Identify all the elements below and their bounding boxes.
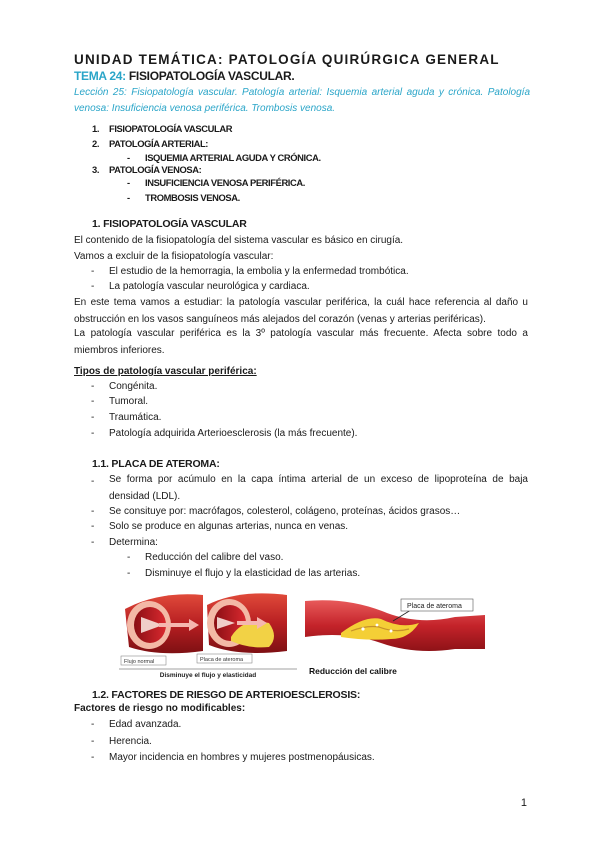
section1-p2: Vamos a excluir de la fisiopatología vascular:: [74, 251, 274, 262]
tipos-heading: Tipos de patología vascular periférica:: [74, 366, 257, 377]
section12-heading: 1.2. FACTORES DE RIESGO DE ARTERIOESCLEROSIS:: [92, 689, 361, 701]
leccion-text: Lección 25: Fisiopatología vascular. Patología arterial: Isquemia arterial aguda y crónica. Patología venosa: Insuficiencia venosa periférica. Trombosis venosa.: [74, 87, 530, 114]
index-num-1: 1.: [92, 123, 100, 134]
index-item-2a: ISQUEMIA ARTERIAL AGUDA Y CRÓNICA.: [145, 152, 321, 163]
section1-b2: La patología vascular neurológica y cardiaca.: [109, 281, 310, 292]
caption-right: Reducción del calibre: [309, 666, 397, 676]
tema-title: [74, 69, 294, 83]
bullet-dash: -: [91, 537, 95, 548]
tipo-1: Congénita.: [109, 381, 158, 392]
section1-p1: El contenido de la fisiopatología del sistema vascular es básico en cirugía.: [74, 235, 404, 246]
index-dash: -: [127, 192, 130, 203]
atheroma-figure: [119, 587, 489, 679]
bullet-dash: -: [91, 266, 95, 277]
bullet-dash: -: [91, 736, 95, 747]
section11-b4b: Disminuye el flujo y la elasticidad de las arterias.: [145, 568, 361, 579]
bullet-dash: -: [127, 568, 131, 579]
index-item-3b: TROMBOSIS VENOSA.: [145, 192, 240, 203]
plaque-vessel-illustration: [207, 593, 287, 653]
bullet-dash: -: [91, 476, 95, 487]
index-item-3a: INSUFICIENCIA VENOSA PERIFÉRICA.: [145, 177, 305, 188]
factor-2: Herencia.: [109, 736, 152, 747]
section1-b1: El estudio de la hemorragia, la embolia y la enfermedad trombótica.: [109, 266, 409, 277]
bullet-dash: -: [91, 719, 95, 730]
label-placa: Placa de ateroma: [200, 657, 244, 663]
section11-b4: Determina:: [109, 537, 158, 548]
section11-b4a: Reducción del calibre del vaso.: [145, 552, 284, 563]
bullet-dash: -: [91, 396, 95, 407]
section11-b1: Se forma por acúmulo en la capa íntima arterial de un exceso de lipoproteína de baja densidad (LDL).: [109, 474, 528, 502]
bullet-dash: -: [91, 521, 95, 532]
factor-3: Mayor incidencia en hombres y mujeres postmenopáusicas.: [109, 752, 375, 763]
tipo-2: Tumoral.: [109, 396, 149, 407]
caption-left: Disminuye el flujo y elasticidad: [159, 672, 257, 679]
tipo-4: Patología adquirida Arterioesclerosis (la más frecuente).: [109, 428, 358, 439]
bullet-dash: -: [127, 552, 131, 563]
bullet-dash: -: [91, 428, 95, 439]
section11-b3: Solo se produce en algunas arterias, nunca en venas.: [109, 521, 349, 532]
section1-p3: En este tema vamos a estudiar: la patología vascular periférica, la cuál hace referencia al daño u obstrucción en los vasos sanguíneos más alejados del corazón (venas y arterias periféricas).: [74, 297, 528, 325]
tema-label: TEMA 24:: [74, 69, 126, 83]
section12-subheading: Factores de riesgo no modificables:: [74, 703, 246, 714]
tipo-3: Traumática.: [109, 412, 162, 423]
bullet-dash: -: [91, 752, 95, 763]
section1-heading: 1. FISIOPATOLOGÍA VASCULAR: [92, 218, 247, 230]
label-normal: Flujo normal: [124, 659, 155, 665]
index-num-2: 2.: [92, 138, 100, 149]
unit-title: UNIDAD TEMÁTICA: PATOLOGÍA QUIRÚRGICA GENERAL: [74, 52, 500, 67]
factor-1: Edad avanzada.: [109, 719, 182, 730]
label-placa-right: Placa de ateroma: [407, 603, 462, 610]
tema-name: FISIOPATOLOGÍA VASCULAR.: [128, 69, 295, 83]
index-dash: -: [127, 152, 130, 163]
section11-heading: 1.1. PLACA DE ATEROMA:: [92, 458, 220, 470]
index-item-2: PATOLOGÍA ARTERIAL:: [109, 138, 208, 149]
index-num-3: 3.: [92, 164, 100, 175]
bullet-dash: -: [91, 381, 95, 392]
index-item-3: PATOLOGÍA VENOSA:: [109, 164, 202, 175]
index-dash: -: [127, 177, 130, 188]
index-item-1: FISIOPATOLOGÍA VASCULAR: [109, 123, 233, 134]
bullet-dash: -: [91, 412, 95, 423]
bullet-dash: -: [91, 506, 95, 517]
section1-p4: La patología vascular periférica es la 3º patología vascular más frecuente. Afecta sobre todo a miembros inferiores.: [74, 328, 528, 356]
section11-b2: Se consituye por: macrófagos, colesterol, colágeno, proteínas, ácidos grasos…: [109, 506, 461, 517]
page-number: 1: [520, 797, 527, 809]
bullet-dash: -: [91, 281, 95, 292]
